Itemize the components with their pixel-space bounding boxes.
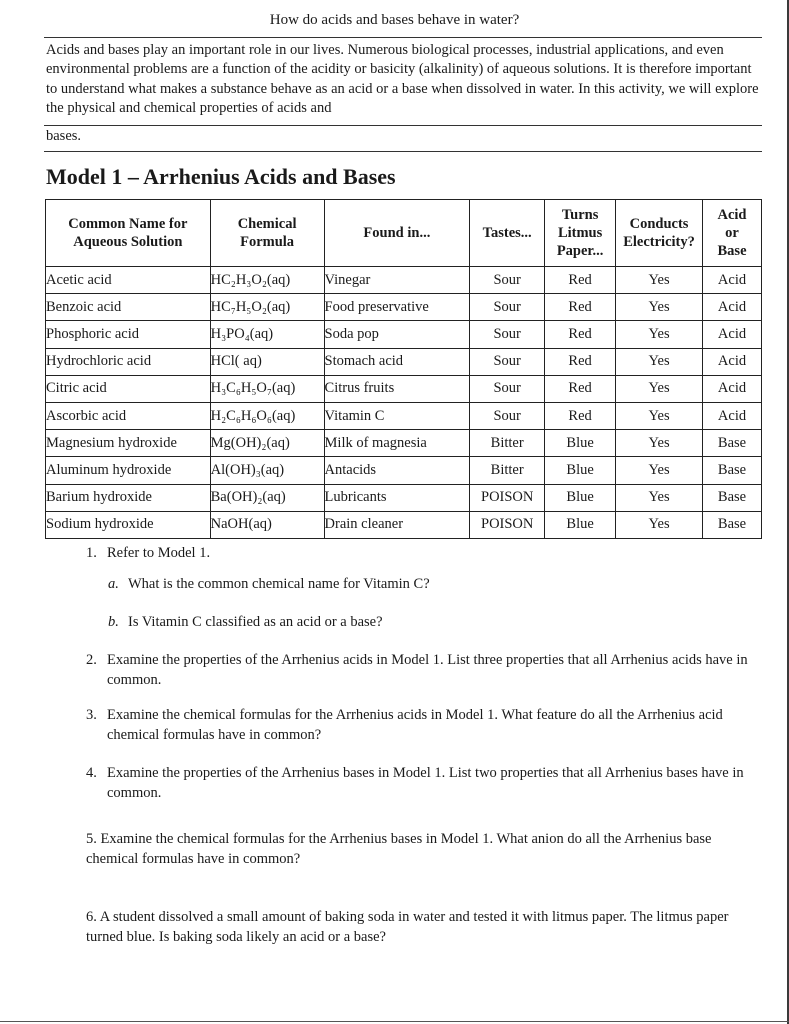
cell-formula: H₃C₆H₅O₇(aq) [210, 375, 324, 402]
cell-conducts: Yes [616, 511, 703, 538]
cell-name: Magnesium hydroxide [46, 430, 211, 457]
cell-taste: Bitter [470, 457, 545, 484]
model-1-table [45, 199, 762, 539]
cell-litmus: Red [545, 375, 616, 402]
question-5-body [86, 830, 736, 869]
header-chemical-formula: Chemical Formula [210, 200, 324, 267]
cell-name: Benzoic acid [46, 294, 211, 321]
table-row [46, 484, 762, 511]
cell-conducts: Yes [616, 484, 703, 511]
cell-litmus: Red [545, 348, 616, 375]
header-conducts: Conducts Electricity? [616, 200, 703, 267]
cell-formula: HC₇H₅O₂(aq) [210, 294, 324, 321]
question-text: What is the common chemical name for Vitamin C? [128, 576, 430, 592]
cell-litmus: Red [545, 294, 616, 321]
question-number: b. [108, 614, 119, 630]
cell-type: Acid [703, 375, 762, 402]
cell-found: Vitamin C [324, 402, 470, 429]
cell-taste: Sour [470, 294, 545, 321]
cell-litmus: Red [545, 402, 616, 429]
header-acid-or-base: Acid or Base [703, 200, 762, 267]
cell-found: Milk of magnesia [324, 430, 470, 457]
cell-litmus: Blue [545, 457, 616, 484]
cell-taste: Sour [470, 321, 545, 348]
cell-formula: H₂C₆H₆O₆(aq) [210, 402, 324, 429]
question-number: 2. [86, 652, 97, 668]
cell-conducts: Yes [616, 267, 703, 294]
model-title: Model 1 – Arrhenius Acids and Bases [46, 164, 396, 189]
cell-name: Ascorbic acid [46, 402, 211, 429]
table-header-row [46, 200, 762, 267]
cell-type: Acid [703, 267, 762, 294]
table-row [46, 375, 762, 402]
cell-found: Citrus fruits [324, 375, 470, 402]
header-tastes: Tastes... [470, 200, 545, 267]
question-text: Refer to Model 1. [107, 545, 211, 561]
cell-conducts: Yes [616, 321, 703, 348]
cell-litmus: Blue [545, 484, 616, 511]
page-border-bottom [0, 1021, 789, 1022]
cell-formula: Ba(OH)₂(aq) [210, 484, 324, 511]
cell-found: Soda pop [324, 321, 470, 348]
question-number: 3. [86, 707, 97, 723]
cell-taste: Sour [470, 375, 545, 402]
table-row [46, 267, 762, 294]
question-text: Examine the properties of the Arrhenius acids in Model 1. List three properties that all Arrhenius acids have in common. [107, 652, 748, 688]
cell-name: Citric acid [46, 375, 211, 402]
question-number: 4. [86, 765, 97, 781]
question-text: Examine the chemical formulas for the Arrhenius bases in Model 1. What anion do all the Arrhenius base chemical formulas have in common? [86, 831, 712, 867]
section-rule [44, 151, 762, 152]
intro-rule [44, 125, 762, 126]
cell-conducts: Yes [616, 402, 703, 429]
cell-formula: H₃PO₄(aq) [210, 321, 324, 348]
cell-type: Acid [703, 321, 762, 348]
header-found-in: Found in... [324, 200, 470, 267]
cell-type: Base [703, 484, 762, 511]
header-rule [44, 37, 762, 38]
cell-conducts: Yes [616, 375, 703, 402]
cell-type: Base [703, 511, 762, 538]
table-row [46, 294, 762, 321]
question-number: 6. [86, 909, 97, 925]
cell-found: Food preservative [324, 294, 470, 321]
table-row [46, 348, 762, 375]
cell-type: Base [703, 457, 762, 484]
header-common-name: Common Name for Aqueous Solution [46, 200, 211, 267]
question-text: Examine the chemical formulas for the Arrhenius acids in Model 1. What feature do all the Arrhenius acid chemical formulas have in common? [107, 707, 723, 743]
cell-formula: HC₂H₃O₂(aq) [210, 267, 324, 294]
table-row [46, 511, 762, 538]
cell-name: Acetic acid [46, 267, 211, 294]
cell-conducts: Yes [616, 348, 703, 375]
cell-conducts: Yes [616, 430, 703, 457]
cell-name: Sodium hydroxide [46, 511, 211, 538]
cell-conducts: Yes [616, 294, 703, 321]
cell-name: Phosphoric acid [46, 321, 211, 348]
cell-type: Base [703, 430, 762, 457]
cell-litmus: Blue [545, 430, 616, 457]
intro-paragraph-tail: bases. [46, 128, 82, 144]
header-litmus: Turns Litmus Paper... [545, 200, 616, 267]
table-row [46, 457, 762, 484]
table-row [46, 430, 762, 457]
cell-name: Hydrochloric acid [46, 348, 211, 375]
cell-name: Barium hydroxide [46, 484, 211, 511]
cell-taste: Sour [470, 348, 545, 375]
cell-found: Lubricants [324, 484, 470, 511]
cell-litmus: Red [545, 267, 616, 294]
cell-conducts: Yes [616, 457, 703, 484]
table-row [46, 321, 762, 348]
question-text: A student dissolved a small amount of baking soda in water and tested it with litmus paper. The litmus paper turned blue. Is baking soda likely an acid or a base? [86, 909, 729, 945]
question-number: 5. [86, 831, 97, 847]
cell-taste: Sour [470, 402, 545, 429]
cell-type: Acid [703, 402, 762, 429]
cell-found: Drain cleaner [324, 511, 470, 538]
question-number: a. [108, 576, 119, 592]
question-text: Is Vitamin C classified as an acid or a base? [128, 614, 383, 630]
cell-taste: Bitter [470, 430, 545, 457]
cell-type: Acid [703, 348, 762, 375]
cell-litmus: Blue [545, 511, 616, 538]
cell-formula: Al(OH)₃(aq) [210, 457, 324, 484]
cell-taste: POISON [470, 484, 545, 511]
question-text: Examine the properties of the Arrhenius bases in Model 1. List two properties that all Arrhenius bases have in common. [107, 765, 744, 801]
question-number: 1. [86, 545, 97, 561]
cell-found: Antacids [324, 457, 470, 484]
cell-formula: Mg(OH)₂(aq) [210, 430, 324, 457]
cell-taste: Sour [470, 267, 545, 294]
cell-found: Stomach acid [324, 348, 470, 375]
cell-formula: NaOH(aq) [210, 511, 324, 538]
cell-litmus: Red [545, 321, 616, 348]
question-6-body [86, 908, 766, 947]
cell-taste: POISON [470, 511, 545, 538]
intro-paragraph: Acids and bases play an important role in our lives. Numerous biological processes, industrial applications, and even environmental problems are a function of the acidity or basicity (alkalinity) of aqueous solutions. It is therefore important to understand what makes a substance behave as an acid or a base when dissolved in water. In this activity, we will explore the physical and chemical properties of acids and [46, 42, 759, 116]
cell-formula: HCl( aq) [210, 348, 324, 375]
cell-found: Vinegar [324, 267, 470, 294]
table-row [46, 402, 762, 429]
cell-type: Acid [703, 294, 762, 321]
page-title: How do acids and bases behave in water? [269, 12, 520, 28]
cell-name: Aluminum hydroxide [46, 457, 211, 484]
